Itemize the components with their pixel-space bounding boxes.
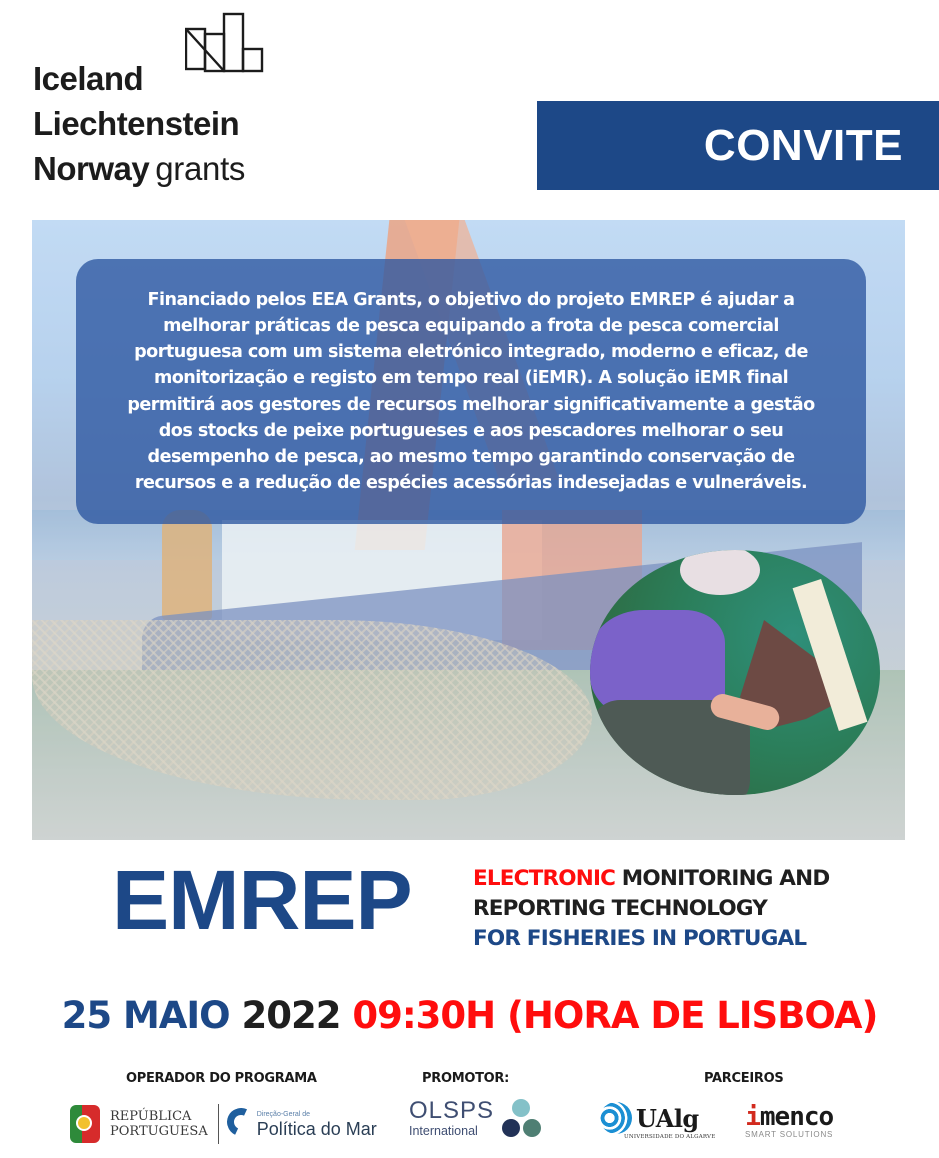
olsps-logo xyxy=(409,1099,542,1139)
description-line: melhorar práticas de pesca equipando a frota de pesca comercial xyxy=(163,315,779,336)
logo-word-norway-bold: Norway xyxy=(33,150,150,187)
project-acronym: EMREP xyxy=(112,853,412,947)
promoter-label: PROMOTOR: xyxy=(422,1071,510,1086)
logo-divider xyxy=(218,1104,219,1144)
imenco-subtitle: SMART SOLUTIONS xyxy=(745,1130,834,1139)
event-time: 09:30H (HORA DE LISBOA) xyxy=(352,994,878,1037)
event-year: 2022 xyxy=(241,994,341,1037)
operator-logos xyxy=(70,1102,377,1146)
ualg-logo-row xyxy=(600,1102,715,1134)
ualg-subtitle: UNIVERSIDADE DO ALGARVE xyxy=(624,1134,716,1140)
three-dots-icon xyxy=(502,1099,542,1139)
dgpm-small-text: Direção-Geral de xyxy=(256,1110,311,1118)
olsps-international: International xyxy=(409,1124,478,1138)
subtitle-line-3: FOR FISHERIES IN PORTUGAL xyxy=(473,926,807,951)
imenco-name xyxy=(745,1104,833,1130)
event-day-month: 25 MAIO xyxy=(61,994,230,1037)
project-description-box xyxy=(76,259,866,524)
researcher-hat xyxy=(680,550,760,595)
dgpm-logo-text xyxy=(257,1110,377,1139)
dgpm-logo xyxy=(227,1106,377,1142)
ualg-logo xyxy=(600,1102,715,1140)
logo-word-grants: grants xyxy=(155,150,246,187)
dgpm-big-text: Política do Mar xyxy=(256,1118,377,1139)
description-line: portuguesa com um sistema eletrónico integrado, moderno e eficaz, de xyxy=(134,342,808,363)
olsps-name: OLSPS xyxy=(409,1097,495,1124)
rp-line-2: PORTUGUESA xyxy=(110,1124,208,1139)
imenco-i: i xyxy=(745,1102,760,1132)
olsps-logo-text xyxy=(409,1099,494,1139)
description-line: permitirá aos gestores de recursos melhorar significativamente a gestão xyxy=(127,394,815,415)
subtitle-monitoring: MONITORING AND xyxy=(615,866,830,891)
subtitle-line-1 xyxy=(473,864,829,894)
imenco-rest: menco xyxy=(759,1102,834,1132)
project-description xyxy=(97,287,844,497)
rp-line-1: REPÚBLICA xyxy=(110,1109,192,1124)
republica-portuguesa-logo-text xyxy=(110,1109,208,1139)
eea-grants-bars-icon xyxy=(185,12,315,74)
description-line: desempenho de pesca, ao mesmo tempo garantindo conservação de xyxy=(147,446,795,467)
invitation-label: CONVITE xyxy=(703,120,903,170)
invitation-banner xyxy=(537,101,939,190)
description-line: Financiado pelos EEA Grants, o objetivo do projeto EMREP é ajudar a xyxy=(147,289,795,310)
description-line: dos stocks de peixe portugueses e aos pescadores melhorar o seu xyxy=(158,420,784,441)
dot-teal-light xyxy=(512,1099,530,1117)
subtitle-electronic: ELECTRONIC xyxy=(473,866,616,891)
concentric-circles-icon xyxy=(600,1102,632,1134)
logo-word-norway xyxy=(33,152,245,185)
operator-label: OPERADOR DO PROGRAMA xyxy=(126,1071,317,1086)
description-line: recursos e a redução de espécies acessórias indesejadas e vulneráveis. xyxy=(134,473,808,494)
wave-swirl-icon xyxy=(227,1106,255,1142)
researcher-ray-inset-photo xyxy=(590,550,880,795)
ualg-name: UAlg xyxy=(636,1103,699,1133)
imenco-logo xyxy=(745,1104,833,1139)
logo-word-iceland: Iceland xyxy=(33,60,144,97)
dot-navy xyxy=(502,1119,520,1137)
portuguese-republic-emblem-icon xyxy=(70,1105,100,1143)
dot-green xyxy=(523,1119,541,1137)
description-line: monitorização e registo em tempo real (iEMR). A solução iEMR final xyxy=(153,368,789,389)
logo-word-liechtenstein: Liechtenstein xyxy=(33,105,240,142)
project-subtitle xyxy=(473,864,829,954)
partners-label: PARCEIROS xyxy=(704,1071,784,1086)
subtitle-line-2: REPORTING TECHNOLOGY xyxy=(473,896,768,921)
eea-grants-logo xyxy=(33,12,293,192)
event-date-time xyxy=(0,994,939,1037)
